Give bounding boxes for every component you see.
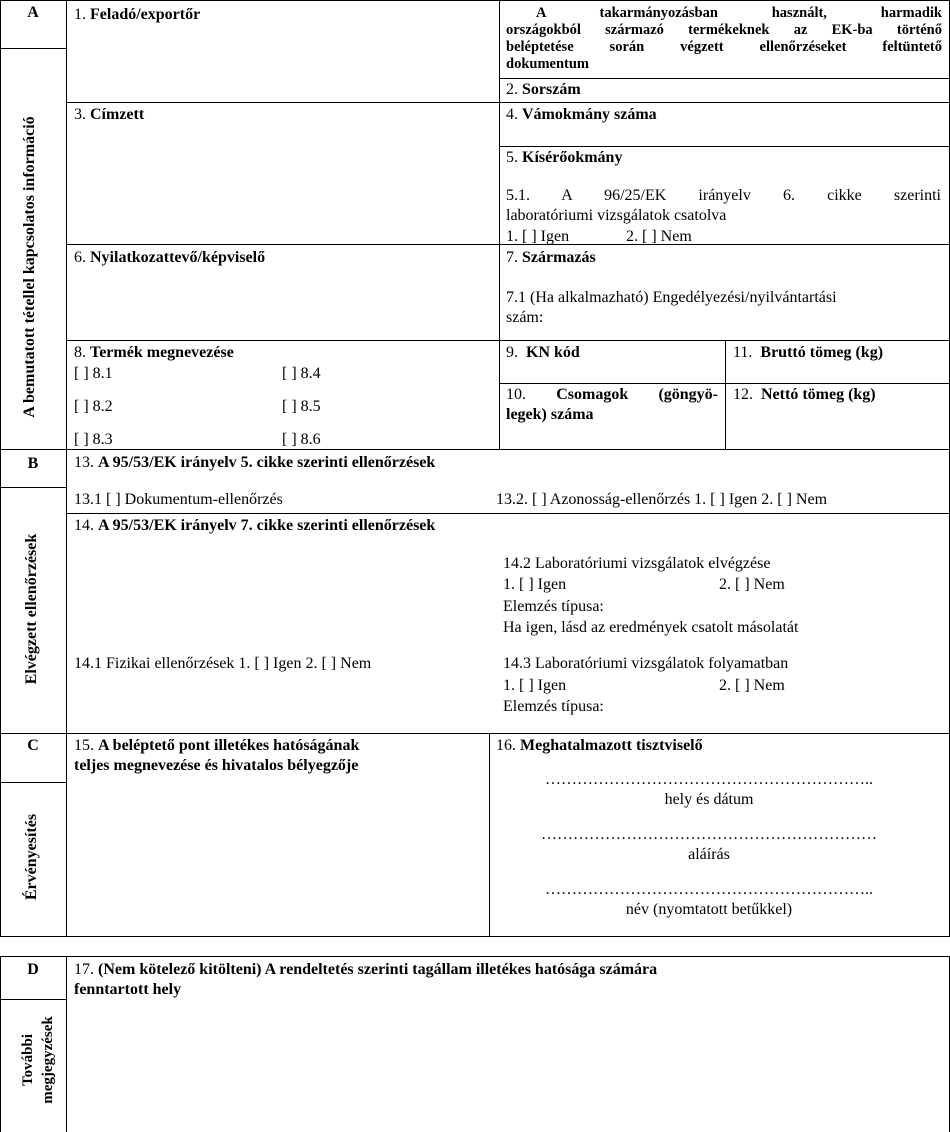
field-7-label: 7. Származás	[506, 249, 596, 266]
field-12-label: 12. Nettó tömeg (kg)	[733, 386, 876, 403]
document-title: A takarmányozásban használt, harmadik országokból származó termékeknek az EK-ba történő beléptetése során végzett ellenőrzéseket feltüntető dokumentum	[506, 5, 942, 72]
caption-signature: aláírás	[688, 846, 730, 863]
field-14-2-analysis-type: Elemzés típusa:	[503, 598, 604, 615]
field-10-label: 10. Csomagok (göngyö- legek) száma	[506, 386, 718, 423]
field-3-label: 3. Címzett	[74, 106, 145, 123]
field-13-2-checkbox[interactable]: 13.2. [ ] Azonosság-ellenőrzés 1. [ ] Igen 2. [ ] Nem	[496, 491, 828, 508]
section-a-vertical-label: A bemutatott tétellel kapcsolatos információ	[21, 116, 38, 418]
field-14-2-note: Ha igen, lásd az eredmények csatolt másolatát	[503, 619, 799, 636]
field-16-label: 16. Meghatalmazott tisztviselő	[496, 737, 703, 754]
field-9-label: 9. KN kód	[506, 344, 580, 361]
section-d-vertical-label-2: megjegyzések	[40, 1016, 56, 1104]
field-14-2-title: 14.2 Laboratóriumi vizsgálatok elvégzése	[503, 555, 771, 572]
product-8-3-checkbox[interactable]: [ ] 8.3	[74, 431, 113, 448]
field-5-1-no-checkbox[interactable]: 2. [ ] Nem	[626, 228, 692, 245]
field-17-label: 17. (Nem kötelező kitölteni) A rendeltetés szerinti tagállam illetékes hatósága számára fenntartott hely	[74, 961, 658, 998]
field-13-label: 13. A 95/53/EK irányelv 5. cikke szerinti ellenőrzések	[74, 454, 436, 471]
field-4-label: 4. Vámokmány száma	[506, 106, 657, 123]
field-6-label: 6. Nyilatkozattevő/képviselő	[74, 249, 266, 266]
field-11-label: 11. Bruttó tömeg (kg)	[733, 344, 884, 361]
field-7-1-text: 7.1 (Ha alkalmazható) Engedélyezési/nyilvántartási	[506, 289, 837, 306]
caption-place-date: hely és dátum	[664, 791, 754, 808]
field-5-label: 5. Kísérőokmány	[506, 149, 623, 166]
product-8-2-checkbox[interactable]: [ ] 8.2	[74, 398, 113, 415]
section-letter-c: C	[27, 737, 39, 754]
field-13-1-checkbox[interactable]: 13.1 [ ] Dokumentum-ellenőrzés	[74, 491, 283, 508]
product-8-4-checkbox[interactable]: [ ] 8.4	[282, 365, 321, 382]
field-14-2-no-checkbox[interactable]: 2. [ ] Nem	[719, 576, 785, 593]
section-letter-a: A	[27, 4, 39, 21]
field-14-3-title: 14.3 Laboratóriumi vizsgálatok folyamatban	[503, 655, 789, 672]
field-5-1-text: 5.1. A 96/25/EK irányelv 6. cikke szerinti laboratóriumi vizsgálatok csatolva	[506, 187, 941, 224]
product-8-6-checkbox[interactable]: [ ] 8.6	[282, 431, 321, 448]
section-letter-d: D	[27, 961, 39, 978]
caption-name: név (nyomtatott betűkkel)	[625, 901, 793, 918]
field-14-3-analysis-type: Elemzés típusa:	[503, 698, 604, 715]
field-14-3-no-checkbox[interactable]: 2. [ ] Nem	[719, 677, 785, 694]
field-14-1-physical-check[interactable]: 14.1 Fizikai ellenőrzések 1. [ ] Igen 2. [ ] Nem	[74, 655, 372, 672]
product-8-5-checkbox[interactable]: [ ] 8.5	[282, 398, 321, 415]
section-b-vertical-label: Elvégzett ellenőrzések	[23, 533, 40, 685]
field-1-label: 1. Feladó/exportőr	[74, 6, 201, 23]
section-c-vertical-label: Érvényesítés	[23, 813, 40, 901]
field-14-3-yes-checkbox[interactable]: 1. [ ] Igen	[503, 677, 567, 694]
field-2-label: 2. Sorszám	[506, 81, 581, 98]
field-14-label: 14. A 95/53/EK irányelv 7. cikke szerinti ellenőrzések	[74, 517, 436, 534]
signature-dots-place-date: ……………………………………………………..	[545, 771, 873, 788]
field-14-2-yes-checkbox[interactable]: 1. [ ] Igen	[503, 576, 567, 593]
field-5-1-yes-checkbox[interactable]: 1. [ ] Igen	[506, 228, 570, 245]
field-7-1-text-2: szám:	[506, 309, 544, 326]
section-d-vertical-label: További	[20, 1034, 36, 1086]
field-8-label: 8. Termék megnevezése	[74, 344, 234, 361]
section-letter-b: B	[27, 455, 39, 472]
product-8-1-checkbox[interactable]: [ ] 8.1	[74, 365, 113, 382]
signature-dots-signature: ………………………………………………………	[541, 826, 877, 843]
signature-dots-name: ……………………………………………………..	[545, 881, 873, 898]
field-15-label: 15. A beléptető pont illetékes hatóságának teljes megnevezése és hivatalos bélyegzője	[74, 737, 360, 774]
